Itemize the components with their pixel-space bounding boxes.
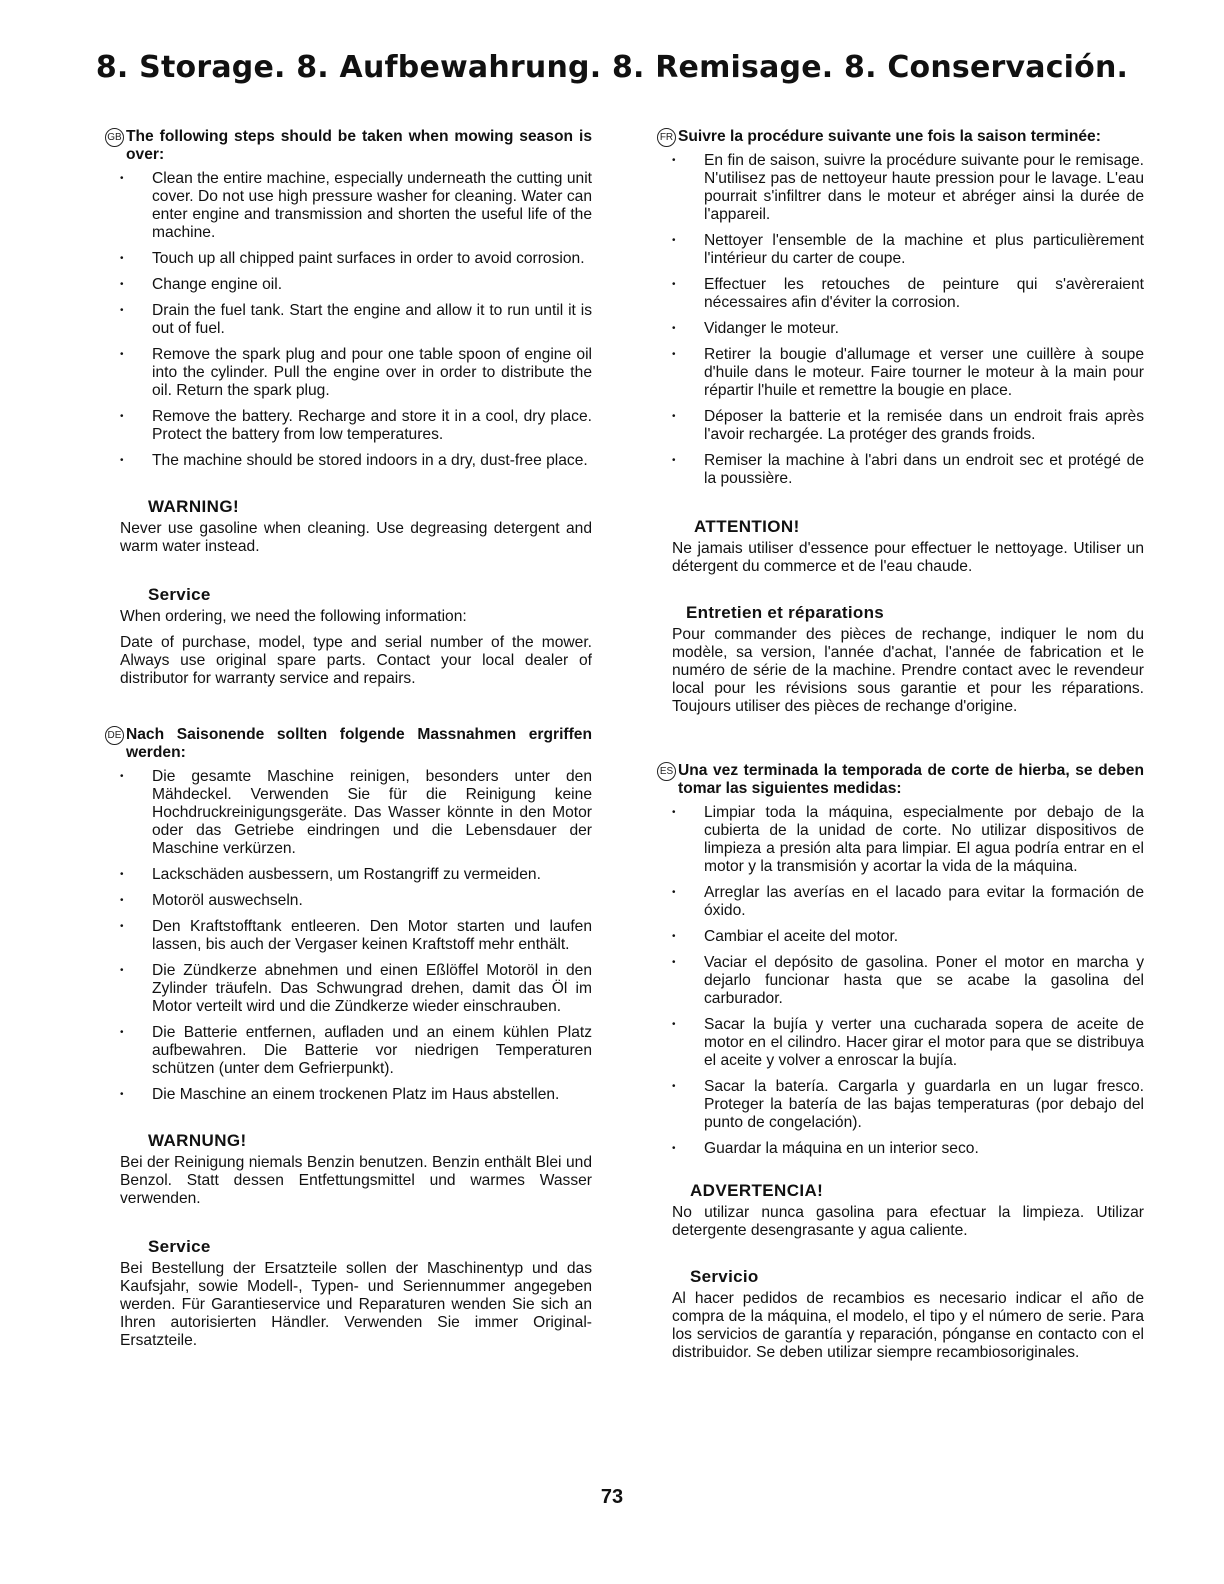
list-item: • Remiser la machine à l'abri dans un endroit sec et protégé de la poussière. (672, 452, 1144, 488)
language-badge-gb: GB (105, 128, 124, 147)
fr-service-title: Entretien et réparations (686, 603, 885, 622)
list-item: • Vidanger le moteur. (672, 320, 1144, 338)
de-service-title: Service (148, 1237, 211, 1256)
list-item: • Retirer la bougie d'allumage et verser une cuillère à soupe d'huile dans le moteur. Faire tourner le moteur à la main pour répartir l'huile et remettre la bougie en place. (672, 346, 1144, 400)
de-service-p1: Bei Bestellung der Ersatzteile sollen der Maschinentyp und das Kaufsjahr, sowie Modell-, Typen- und Seriennummer angegeben werden. Für Garantieservice und Reparaturen wenden Sie sich an Ihren autorisierten Händler. Verwenden Sie immer Original-Ersatzteile. (120, 1260, 592, 1349)
list-item: • Die Batterie entfernen, aufladen und an einem kühlen Platz aufbewahren. Die Batterie vor niedrigen Temperaturen schützen (unter dem Gefrierpunkt). (120, 1024, 592, 1078)
list-item: • Vaciar el depósito de gasolina. Poner el motor en marcha y dejarlo funcionar hasta que se acabe la gasolina del carburador. (672, 954, 1144, 1008)
list-item: • Guardar la máquina en un interior seco. (672, 1140, 1144, 1158)
list-item: • Sacar la batería. Cargarla y guardarla en un lugar fresco. Proteger la batería de las bajas temperaturas (por debajo del punto de congelación). (672, 1078, 1144, 1132)
es-service-p1: Al hacer pedidos de recambios es necesario indicar el año de compra de la máquina, el modelo, el tipo y el número de serie. Para los servicios de garantía y reparación, pónganse en contacto con el distribuidor. Se deben utilizar siempre recambiosoriginales. (672, 1290, 1144, 1361)
language-badge-de: DE (105, 726, 124, 745)
gb-lead: The following steps should be taken when mowing season is over: (126, 128, 592, 163)
list-item: • Effectuer les retouches de peinture qui s'avèreraient nécessaires afin d'éviter la corrosion. (672, 276, 1144, 312)
fr-service-p1: Pour commander des pièces de rechange, indiquer le nom du modèle, sa version, l'année d'achat, l'année de fabrication et le numéro de série de la machine. Prendre contact avec le revendeur local pour les révisions sous garantie et pour les réparations. Toujours utiliser des pièces de rechange d'origine. (672, 626, 1144, 715)
es-service-title: Servicio (690, 1267, 759, 1286)
section-de (107, 726, 592, 1350)
fr-warning-title: ATTENTION! (694, 517, 800, 536)
list-item: • Touch up all chipped paint surfaces in order to avoid corrosion. (120, 250, 592, 268)
gb-service-title: Service (148, 585, 211, 604)
gb-service-p1: When ordering, we need the following information: (120, 608, 467, 625)
list-item: • Cambiar el aceite del motor. (672, 928, 1144, 946)
fr-steps-list (672, 152, 1144, 488)
list-item: • Arreglar las averías en el lacado para evitar la formación de óxido. (672, 884, 1144, 920)
list-item: • En fin de saison, suivre la procédure suivante pour le remisage. N'utilisez pas de nettoyeur haute pression pour le lavage. L'eau pourrait s'infiltrer dans le moteur et abréger ainsi la durée de l'appareil. (672, 152, 1144, 224)
list-item: • Den Kraftstofftank entleeren. Den Motor starten und laufen lassen, bis auch der Vergaser keinen Kraftstoff mehr enthält. (120, 918, 592, 954)
list-item: • Limpiar toda la máquina, especialmente por debajo de la cubierta de la unidad de corte. No utilizar dispositivos de limpieza a presión alta para limpiar. El agua podría entrar en el motor y la transmisión y acortar la vida de la máquina. (672, 804, 1144, 876)
list-item: • Remove the battery. Recharge and store it in a cool, dry place. Protect the battery from low temperatures. (120, 408, 592, 444)
left-column (107, 128, 592, 1358)
list-item: • Die Maschine an einem trockenen Platz im Haus abstellen. (120, 1086, 592, 1104)
gb-steps-list (120, 170, 592, 470)
list-item: • Change engine oil. (120, 276, 592, 294)
list-item: • Clean the entire machine, especially underneath the cutting unit cover. Do not use high pressure washer for cleaning. Water can enter engine and transmission and shorten the useful life of the machine. (120, 170, 592, 242)
section-gb (107, 128, 592, 688)
es-steps-list (672, 804, 1144, 1158)
gb-warning-text: Never use gasoline when cleaning. Use degreasing detergent and warm water instead. (120, 520, 592, 555)
language-badge-fr: FR (657, 128, 676, 147)
es-warning-text: No utilizar nunca gasolina para efectuar la limpieza. Utilizar detergente desengrasante y agua caliente. (672, 1204, 1144, 1239)
right-column (659, 128, 1144, 1370)
page-title: 8. Storage. 8. Aufbewahrung. 8. Remisage. 8. Conservación. (95, 50, 1129, 85)
list-item: • Die Zündkerze abnehmen und einen Eßlöffel Motoröl in den Zylinder träufeln. Das Schwungrad drehen, damit das Öl im Motor verteilt wird und die Zündkerze wieder einschrauben. (120, 962, 592, 1016)
de-warning-title: WARNUNG! (148, 1131, 247, 1150)
list-item: • Die gesamte Maschine reinigen, besonders unter den Mähdeckel. Verwenden Sie für die Reinigung keine Hochdruckreinigungsgeräte. Das Wasser könnte in den Motor oder das Getriebe eindringen und die Lebensdauer der Maschine verkürzen. (120, 768, 592, 858)
de-steps-list (120, 768, 592, 1104)
list-item: • Sacar la bujía y verter una cucharada sopera de aceite de motor en el cilindro. Hacer girar el motor para que se distribuya el aceite y volver a enroscar la bujía. (672, 1016, 1144, 1070)
section-es (659, 762, 1144, 1362)
fr-warning-text: Ne jamais utiliser d'essence pour effectuer le nettoyage. Utiliser un détergent du commerce et de l'eau chaude. (672, 540, 1144, 575)
list-item: • Drain the fuel tank. Start the engine and allow it to run until it is out of fuel. (120, 302, 592, 338)
language-badge-es: ES (657, 762, 676, 781)
gb-warning-title: WARNING! (148, 497, 240, 516)
gb-service-p2: Date of purchase, model, type and serial number of the mower. Always use original spare parts. Contact your local dealer of distributor for warranty service and repairs. (120, 634, 592, 687)
de-warning-text: Bei der Reinigung niemals Benzin benutzen. Benzin enthält Blei und Benzol. Statt dessen Entfettungsmittel und warmes Wasser verwenden. (120, 1154, 592, 1207)
list-item: • Lackschäden ausbessern, um Rostangriff zu vermeiden. (120, 866, 592, 884)
list-item: • Déposer la batterie et la remisée dans un endroit frais après l'avoir rechargée. La protéger des grands froids. (672, 408, 1144, 444)
section-fr (659, 128, 1144, 716)
list-item: • Nettoyer l'ensemble de la machine et plus particulièrement l'intérieur du carter de coupe. (672, 232, 1144, 268)
fr-lead: Suivre la procédure suivante une fois la saison terminée: (678, 128, 1101, 145)
es-warning-title: ADVERTENCIA! (690, 1181, 824, 1200)
de-lead: Nach Saisonende sollten folgende Massnahmen ergriffen werden: (126, 726, 592, 761)
es-lead: Una vez terminada la temporada de corte de hierba, se deben tomar las siguientes medidas: (678, 762, 1144, 797)
list-item: • Remove the spark plug and pour one table spoon of engine oil into the cylinder. Pull the engine over in order to distribute the oil. Return the spark plug. (120, 346, 592, 400)
list-item: • The machine should be stored indoors in a dry, dust-free place. (120, 452, 592, 470)
list-item: • Motoröl auswechseln. (120, 892, 592, 910)
page-number: 73 (600, 1486, 624, 1508)
